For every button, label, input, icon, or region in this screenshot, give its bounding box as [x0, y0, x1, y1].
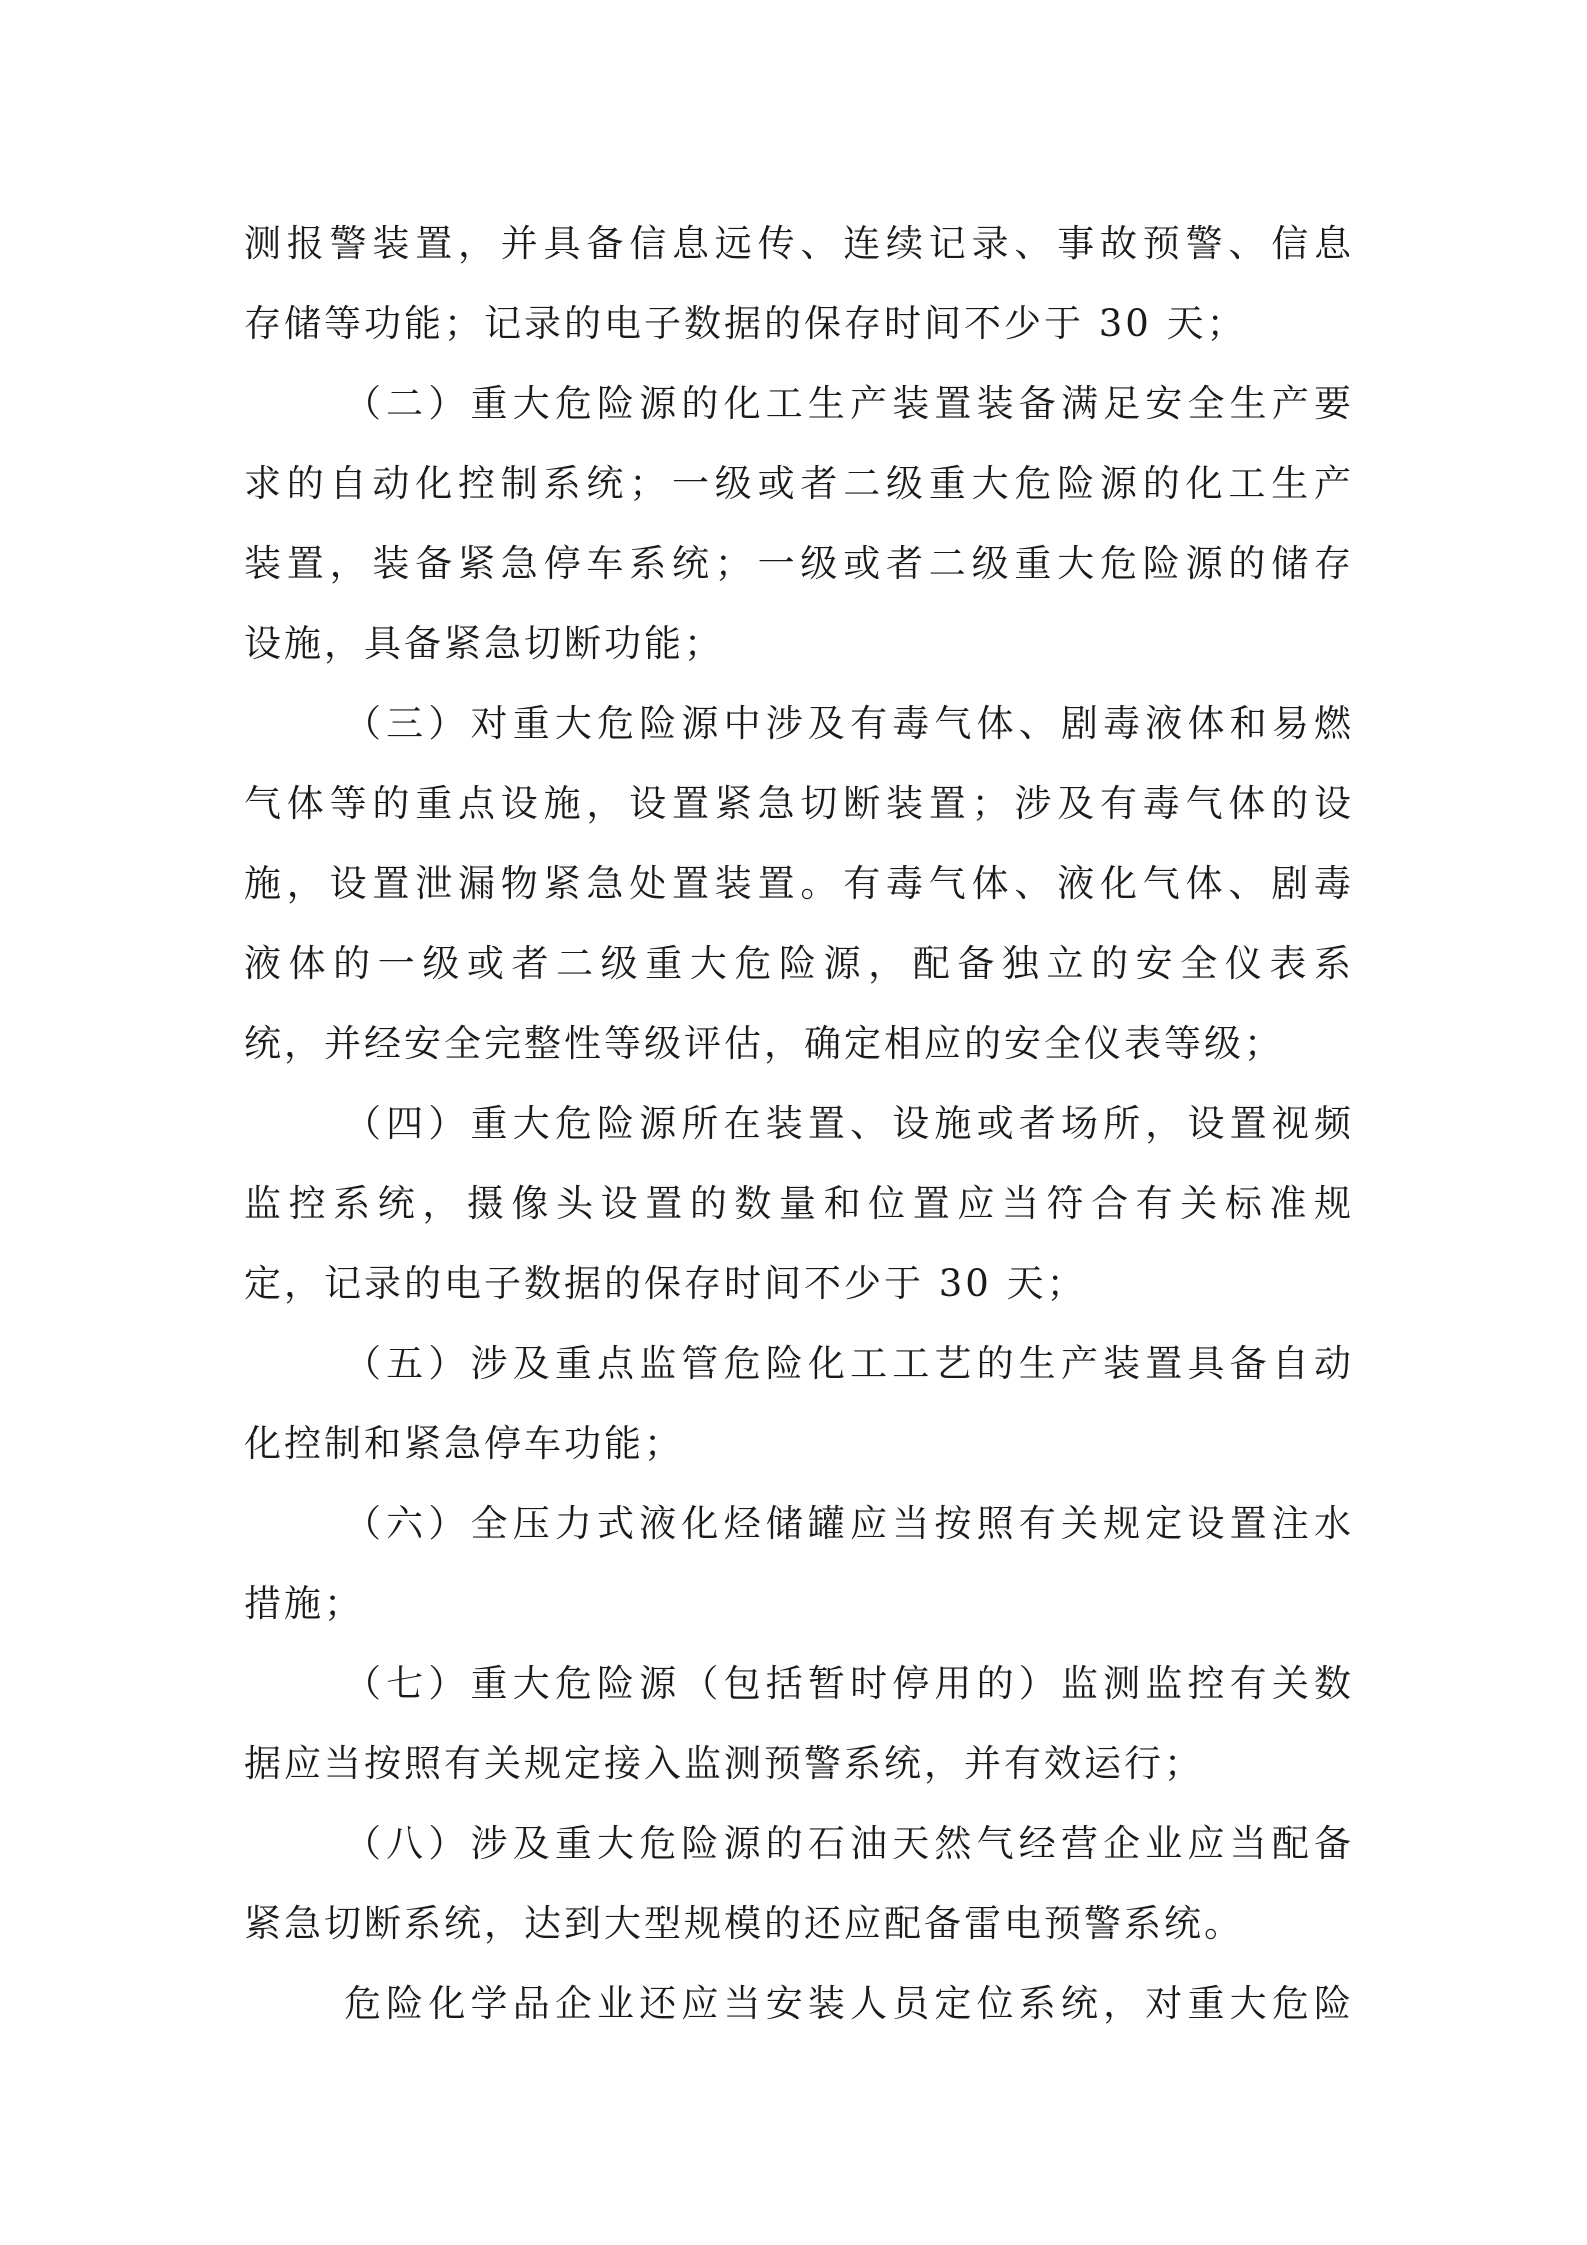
text-line: 液体的一级或者二级重大危险源，配备独立的安全仪表系 [244, 942, 1354, 985]
text-line: 据应当按照有关规定接入监测预警系统，并有效运行； [244, 1742, 1204, 1785]
text-line: （三）对重大危险源中涉及有毒气体、剧毒液体和易燃 [344, 702, 1354, 745]
text-line: 测报警装置，并具备信息远传、连续记录、事故预警、信息 [244, 222, 1354, 265]
body-text [244, 204, 1354, 2044]
text-line: 装置，装备紧急停车系统；一级或者二级重大危险源的储存 [244, 542, 1354, 585]
text-line: 气体等的重点设施，设置紧急切断装置；涉及有毒气体的设 [244, 782, 1354, 825]
text-line: （七）重大危险源（包括暂时停用的）监测监控有关数 [344, 1662, 1354, 1705]
text-line: 求的自动化控制系统；一级或者二级重大危险源的化工生产 [244, 462, 1354, 505]
text-line: （五）涉及重点监管危险化工工艺的生产装置具备自动 [344, 1342, 1354, 1385]
text-line: 监控系统，摄像头设置的数量和位置应当符合有关标准规 [244, 1182, 1354, 1225]
text-line: 紧急切断系统，达到大型规模的还应配备雷电预警系统。 [244, 1902, 1244, 1945]
text-line: 统，并经安全完整性等级评估，确定相应的安全仪表等级； [244, 1022, 1284, 1065]
text-line: 化控制和紧急停车功能； [244, 1422, 684, 1465]
text-line: （八）涉及重大危险源的石油天然气经营企业应当配备 [344, 1822, 1354, 1865]
text-line: （四）重大危险源所在装置、设施或者场所，设置视频 [344, 1102, 1354, 1145]
text-line: （六）全压力式液化烃储罐应当按照有关规定设置注水 [344, 1502, 1354, 1545]
text-line: 设施，具备紧急切断功能； [244, 622, 724, 665]
text-line: 施，设置泄漏物紧急处置装置。有毒气体、液化气体、剧毒 [244, 862, 1354, 905]
text-line: （二）重大危险源的化工生产装置装备满足安全生产要 [344, 382, 1354, 425]
text-line: 定，记录的电子数据的保存时间不少于 30 天； [244, 1262, 1087, 1305]
text-line: 存储等功能；记录的电子数据的保存时间不少于 30 天； [244, 302, 1247, 345]
text-line: 措施； [244, 1582, 364, 1625]
text-line: 危险化学品企业还应当安装人员定位系统，对重大危险 [344, 1982, 1354, 2025]
